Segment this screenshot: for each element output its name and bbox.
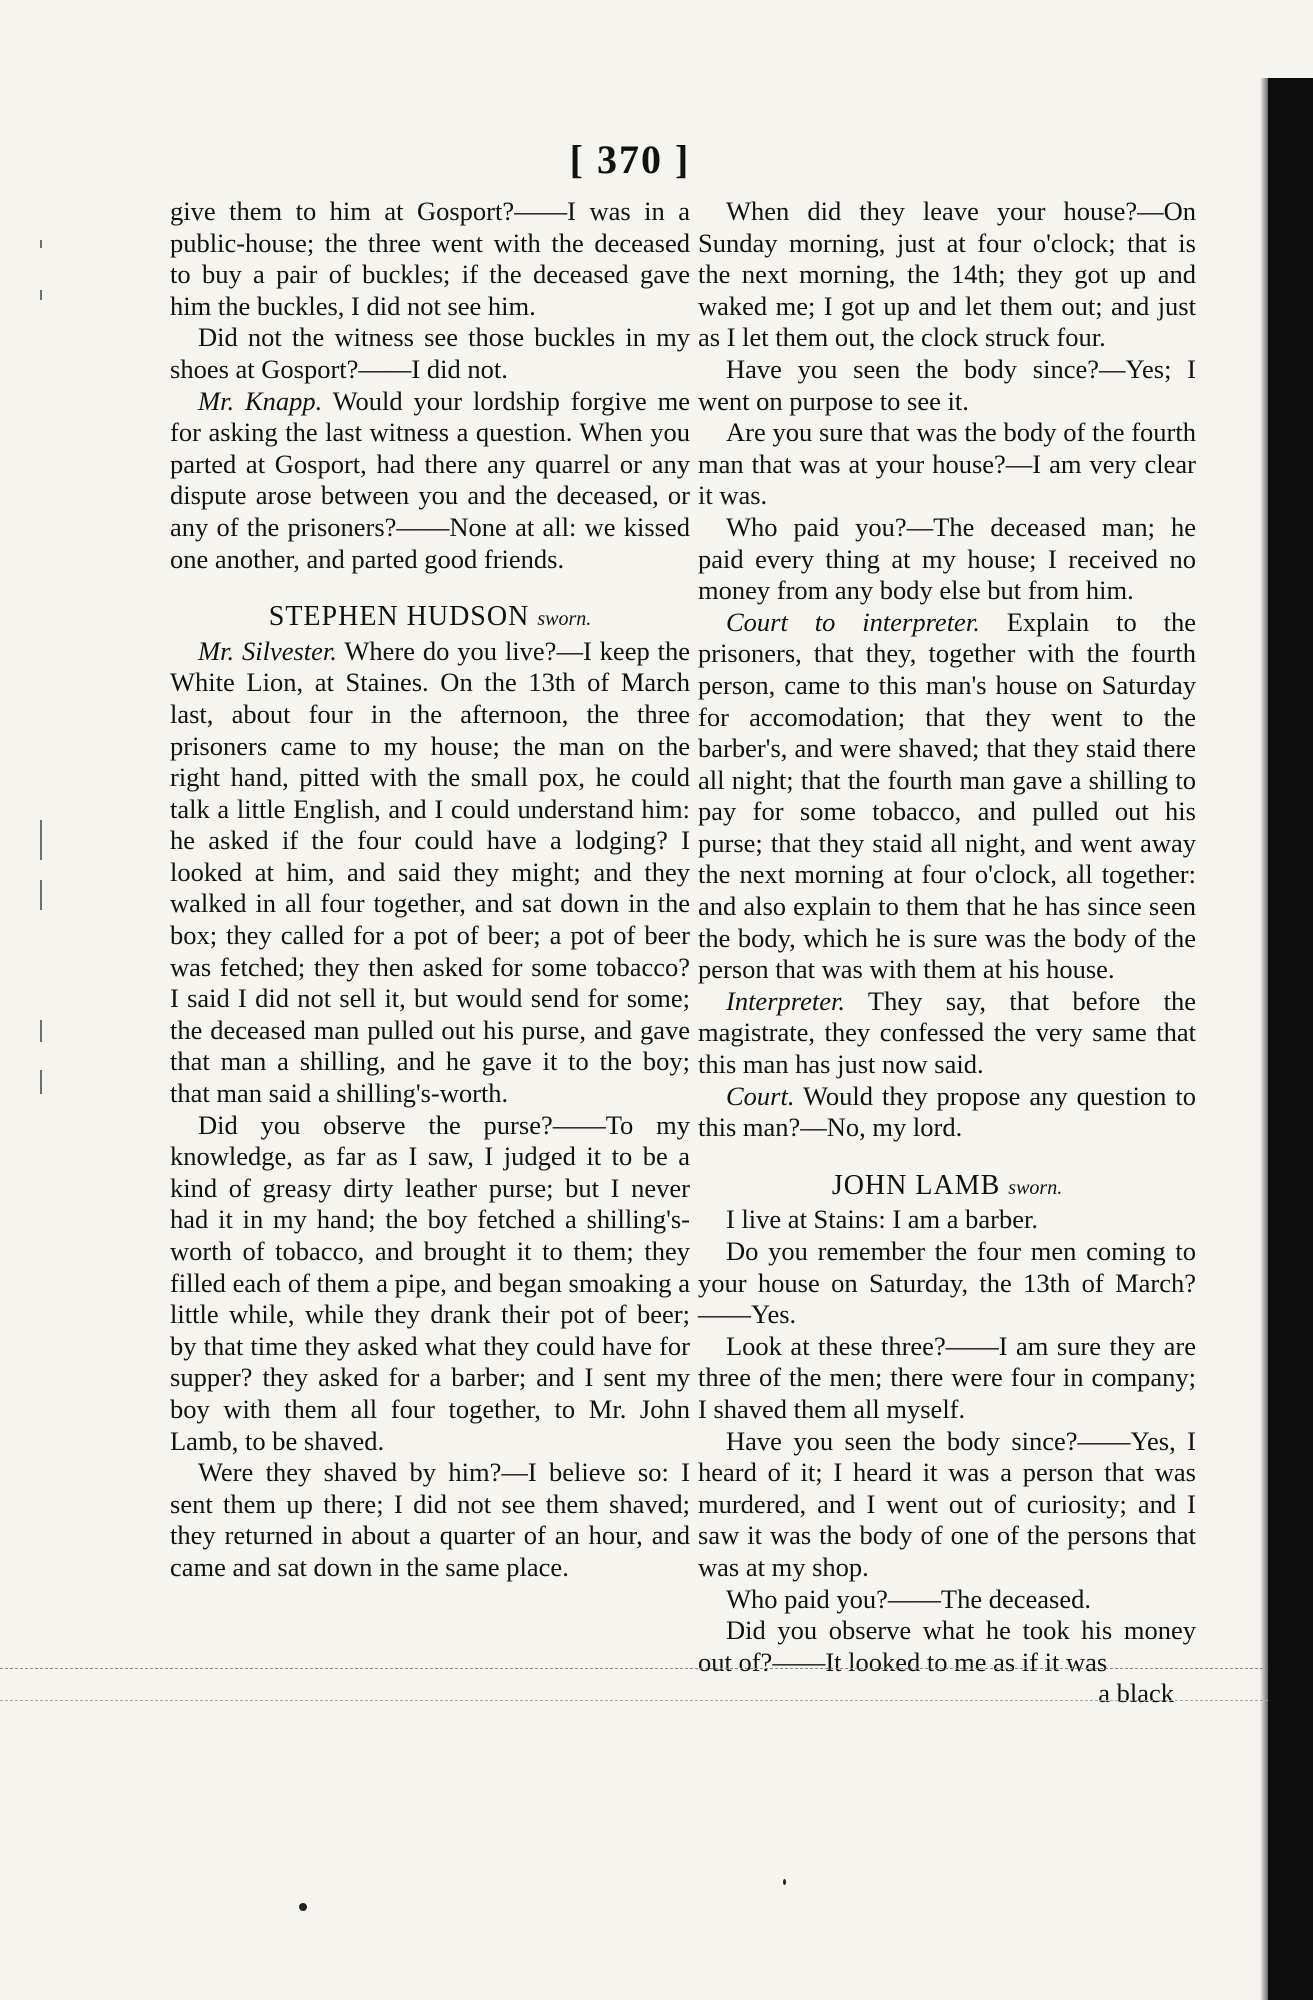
page-number: [ 370 ] (569, 137, 691, 182)
testimony-paragraph (698, 196, 1196, 354)
testimony-paragraph (698, 354, 1196, 417)
speaker-label: Mr. Knapp. (198, 385, 323, 416)
testimony-paragraph (170, 1457, 690, 1583)
paragraph-text: give them to him at Gosport?——I was in a public-house; the three went with the deceased to buy a pair of buckles; if the deceased gave him the buckles, I did not see him. (170, 196, 690, 321)
paragraph-text: Who paid you?——The deceased. (726, 1583, 1091, 1614)
witness-heading (698, 1170, 1196, 1205)
paragraph-text: Were they shaved by him?—I believe so: I sent them up there; I did not see them shaved; they returned in about a quarter of an hour, and came and sat down in the same place. (170, 1457, 690, 1582)
paragraph-text: I live at Stains: I am a barber. (726, 1204, 1039, 1235)
speaker-label: Court. (726, 1080, 795, 1111)
speaker-label: Court to interpreter. (726, 606, 980, 637)
catchword: a black (1098, 1678, 1174, 1709)
testimony-paragraph (170, 196, 690, 322)
testimony-paragraph (698, 417, 1196, 512)
left-column (170, 196, 690, 1584)
testimony-paragraph (698, 512, 1196, 607)
ink-speck (299, 1903, 307, 1911)
witness-name: STEPHEN HUDSON (268, 601, 530, 633)
paragraph-text: Did you observe what he took his money out of?——It looked to me as if it was (698, 1615, 1196, 1677)
paragraph-text: When did they leave your house?—On Sunday morning, just at four o'clock; that is the next morning, the 14th; they got up and waked me; I got up and let them out; and just as I let them out, the clock struck four. (698, 196, 1196, 353)
speaker-label: Interpreter. (726, 985, 845, 1016)
testimony-paragraph (170, 1110, 690, 1458)
testimony-paragraph (170, 322, 690, 385)
paragraph-text: Where do you live?—I keep the White Lion, at Staines. On the 13th of March last, about four in the afternoon, the three prisoners came to my house; the man on the right hand, pitted with the small pox, he could talk a little English, and I could understand him: he asked if the four could have a lodging? I looked at him, and said they might; and they walked in all four together, and sat down in the box; they called for a pot of beer; a pot of beer was fetched; they then asked for some tobacco? I said I did not sell it, but would send for some; the deceased man pulled out his purse, and gave that man a shilling, and he gave it to the boy; that man said a shilling's-worth. (170, 635, 690, 1109)
paragraph-text: Did you observe the purse?——To my knowledge, as far as I saw, I judged it to be a kind of greasy dirty leather purse; but I never had it in my hand; the boy fetched a shilling's-worth of tobacco, and brought it to them; they filled each of them a pipe, and began smoaking a little while, while they drank their pot of beer; by that time they asked what they could have for supper? they asked for a barber; and I sent my boy with them all four together, to Mr. John Lamb, to be shaved. (170, 1109, 690, 1456)
ink-speck (783, 1879, 786, 1885)
testimony-paragraph (698, 1426, 1196, 1584)
scan-artifact-line (0, 1700, 1268, 1701)
scan-artifact-line (0, 1668, 1268, 1669)
paragraph-text: Did not the witness see those buckles in my shoes at Gosport?——I did not. (170, 322, 690, 384)
paragraph-text: Are you sure that was the body of the fourth man that was at your house?—I am very clear it was. (698, 417, 1196, 511)
paragraph-text: Have you seen the body since?—Yes; I went on purpose to see it. (698, 353, 1196, 416)
paragraph-text: Explain to the prisoners, that they, together with the fourth person, came to this man's house on Saturday for accomodation; that they went to the barber's, and were shaved; that they staid there all night; that the fourth man gave a shilling to pay for some tobacco, and pulled out his purse; that they staid all night, and went away the next morning at four o'clock, all together: and also explain to them that he has since seen the body, which he is sure was the body of the person that was with them at his house. (698, 606, 1196, 985)
speaker-label: Mr. Silvester. (198, 635, 337, 666)
testimony-paragraph (698, 1081, 1196, 1144)
paragraph-text: Look at these three?——I am sure they are three of the men; there were four in company; I shaved them all myself. (698, 1330, 1196, 1424)
margin-marks (40, 230, 56, 1110)
sworn-label: sworn. (537, 608, 592, 631)
paragraph-text: Have you seen the body since?——Yes, I heard of it; I heard it was a person that was murdered, and I went out of curiosity; and I saw it was the body of one of the persons that was at my shop. (698, 1425, 1196, 1582)
paragraph-text: Would they propose any question to this man?—No, my lord. (698, 1080, 1197, 1143)
witness-heading (170, 601, 690, 636)
testimony-paragraph (698, 1584, 1196, 1616)
testimony-paragraph (698, 1236, 1196, 1331)
testimony-paragraph (698, 607, 1196, 986)
scan-edge-shadow (1268, 78, 1313, 2000)
paragraph-text: Who paid you?—The deceased man; he paid every thing at my house; I received no money from any body else but from him. (698, 511, 1196, 606)
testimony-paragraph (698, 1204, 1196, 1236)
paragraph-text: Do you remember the four men coming to your house on Saturday, the 13th of March?——Yes. (698, 1236, 1196, 1330)
testimony-paragraph (698, 986, 1196, 1081)
testimony-paragraph (170, 386, 690, 576)
paragraph-text: They say, that before the magistrate, they confessed the very same that this man has just now said. (698, 985, 1196, 1080)
paragraph-text: Would your lordship forgive me for asking the last witness a question. When you parted at Gosport, had there any quarrel or any dispute arose between you and the deceased, or any of the prisoners?——None at all: we kissed one another, and parted good friends. (170, 385, 690, 574)
testimony-paragraph (170, 636, 690, 1110)
testimony-paragraph (698, 1331, 1196, 1426)
right-column (698, 196, 1196, 1710)
sworn-label: sworn. (1008, 1176, 1063, 1199)
witness-name: JOHN LAMB (831, 1169, 1001, 1201)
